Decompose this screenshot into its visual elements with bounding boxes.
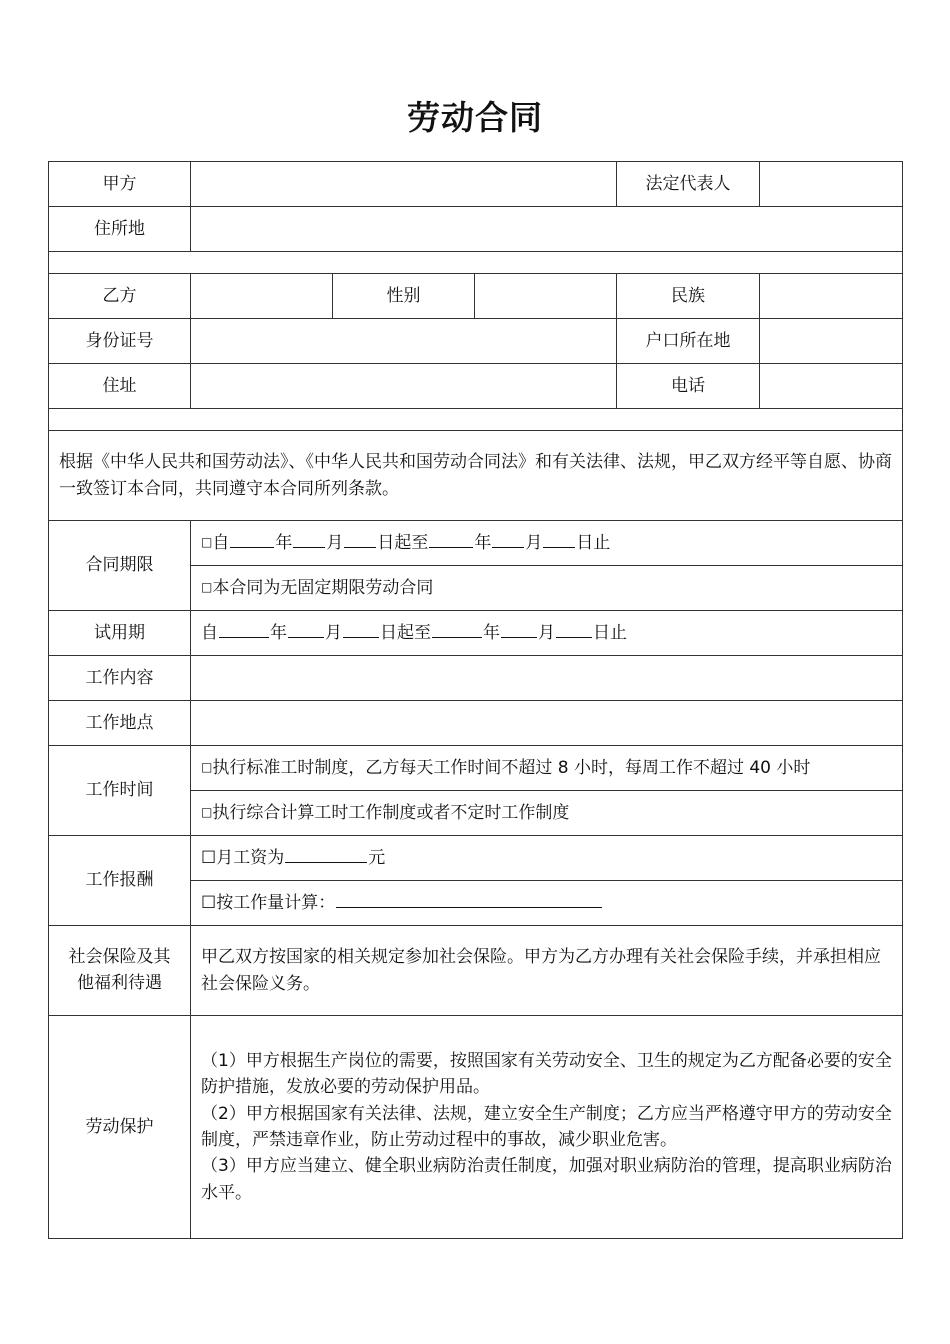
term-fixed-option[interactable]	[191, 521, 903, 566]
checkbox-icon[interactable]: ☐	[201, 892, 217, 913]
monthly-pay-text: 月工资为	[216, 847, 285, 868]
legal-rep-field[interactable]	[760, 162, 903, 207]
legal-rep-label: 法定代表人	[617, 162, 760, 207]
row-insurance	[49, 926, 903, 1016]
row-job-location	[49, 701, 903, 746]
month-text: 月	[538, 622, 555, 643]
insurance-label-line2: 他福利待遇	[77, 972, 162, 993]
hours-standard-text: 执行标准工时制度，乙方每天工作时间不超过 8 小时，每周工作不超过 40 小时	[212, 757, 811, 778]
protection-label: 劳动保护	[49, 1016, 191, 1239]
spacer-row-2	[49, 409, 903, 431]
id-number-field[interactable]	[191, 319, 617, 364]
gender-field[interactable]	[475, 274, 617, 319]
spacer-cell	[49, 252, 903, 274]
probation-from-text: 自	[201, 622, 218, 643]
protection-clause-1: （1）甲方根据生产岗位的需要，按照国家有关劳动安全、卫生的规定为乙方配备必要的安全防护措施，发放必要的劳动保护用品。	[201, 1050, 892, 1098]
day-to-text: 日起至	[377, 532, 429, 553]
month-text: 月	[326, 532, 344, 553]
row-protection	[49, 1016, 903, 1239]
pay-monthly-option[interactable]	[191, 836, 903, 881]
blank-month[interactable]	[501, 623, 537, 638]
work-hours-label: 工作时间	[49, 746, 191, 836]
blank-piece-calc[interactable]	[336, 893, 602, 908]
preamble-text: 根据《中华人民共和国劳动法》、《中华人民共和国劳动合同法》和有关法律、法规，甲乙双方经平等自愿、协商一致签订本合同，共同遵守本合同所列条款。	[49, 431, 903, 521]
party-b-address-field[interactable]	[191, 364, 617, 409]
row-job-content	[49, 656, 903, 701]
probation-label: 试用期	[49, 611, 191, 656]
row-preamble	[49, 431, 903, 521]
id-number-label: 身份证号	[49, 319, 191, 364]
contract-form-table	[48, 161, 903, 1239]
hukou-field[interactable]	[760, 319, 903, 364]
blank-day[interactable]	[543, 533, 575, 548]
insurance-text: 甲乙双方按国家的相关规定参加社会保险。甲方为乙方办理有关社会保险手续，并承担相应社会保险义务。	[191, 926, 903, 1016]
job-location-field[interactable]	[191, 701, 903, 746]
row-party-a-address	[49, 207, 903, 252]
spacer-row-1	[49, 252, 903, 274]
hukou-label: 户口所在地	[617, 319, 760, 364]
blank-year[interactable]	[219, 623, 269, 638]
hours-flexible-option[interactable]	[191, 791, 903, 836]
year-text: 年	[474, 532, 492, 553]
phone-label: 电话	[617, 364, 760, 409]
day-end-text: 日止	[576, 532, 611, 553]
term-open-option[interactable]	[191, 566, 903, 611]
row-pay-monthly	[49, 836, 903, 881]
spacer-cell	[49, 409, 903, 431]
party-b-address-label: 住址	[49, 364, 191, 409]
hours-flexible-text: 执行综合计算工时工作制度或者不定时工作制度	[212, 802, 570, 823]
blank-year[interactable]	[230, 533, 274, 548]
blank-day[interactable]	[556, 623, 592, 638]
blank-year[interactable]	[432, 623, 482, 638]
protection-text	[191, 1016, 903, 1239]
row-probation	[49, 611, 903, 656]
party-a-address-field[interactable]	[191, 207, 903, 252]
blank-monthly-amount[interactable]	[285, 848, 367, 863]
term-from-text: 自	[212, 532, 230, 553]
month-text: 月	[325, 622, 342, 643]
job-content-label: 工作内容	[49, 656, 191, 701]
row-party-b	[49, 274, 903, 319]
protection-clause-2: （2）甲方根据国家有关法律、法规，建立安全生产制度；乙方应当严格遵守甲方的劳动安全制度，严禁违章作业，防止劳动过程中的事故，减少职业危害。	[201, 1103, 892, 1150]
party-b-field[interactable]	[191, 274, 333, 319]
gender-label: 性别	[333, 274, 475, 319]
hours-standard-option[interactable]	[191, 746, 903, 791]
party-a-address-label: 住所地	[49, 207, 191, 252]
blank-day[interactable]	[343, 623, 379, 638]
blank-month[interactable]	[492, 533, 524, 548]
pay-label: 工作报酬	[49, 836, 191, 926]
row-term-fixed	[49, 521, 903, 566]
blank-year[interactable]	[429, 533, 473, 548]
day-to-text: 日起至	[380, 622, 431, 643]
month-text: 月	[525, 532, 543, 553]
phone-field[interactable]	[760, 364, 903, 409]
party-a-label: 甲方	[49, 162, 191, 207]
probation-field	[191, 611, 903, 656]
monthly-unit-text: 元	[368, 847, 386, 868]
checkbox-icon[interactable]: □	[201, 534, 213, 549]
checkbox-icon[interactable]: □	[201, 579, 213, 594]
blank-day[interactable]	[344, 533, 376, 548]
checkbox-icon[interactable]: ☐	[201, 847, 217, 868]
blank-month[interactable]	[288, 623, 324, 638]
job-location-label: 工作地点	[49, 701, 191, 746]
open-ended-text: 本合同为无固定期限劳动合同	[212, 577, 434, 598]
checkbox-icon[interactable]: □	[201, 804, 213, 819]
row-id	[49, 319, 903, 364]
document-title: 劳动合同	[407, 98, 543, 137]
contract-term-label: 合同期限	[49, 521, 191, 611]
insurance-label-line1: 社会保险及其	[68, 947, 171, 967]
row-hours-standard	[49, 746, 903, 791]
job-content-field[interactable]	[191, 656, 903, 701]
row-party-a	[49, 162, 903, 207]
year-text: 年	[275, 532, 293, 553]
year-text: 年	[270, 622, 287, 643]
row-address	[49, 364, 903, 409]
ethnicity-label: 民族	[617, 274, 760, 319]
blank-month[interactable]	[293, 533, 325, 548]
day-end-text: 日止	[593, 622, 627, 643]
party-a-field[interactable]	[191, 162, 617, 207]
protection-clause-3: （3）甲方应当建立、健全职业病防治责任制度，加强对职业病防治的管理，提高职业病防治水平。	[201, 1156, 892, 1203]
ethnicity-field[interactable]	[760, 274, 903, 319]
party-b-label: 乙方	[49, 274, 191, 319]
piece-pay-text: 按工作量计算：	[216, 892, 336, 913]
year-text: 年	[483, 622, 500, 643]
checkbox-icon[interactable]: □	[201, 759, 213, 774]
insurance-label	[49, 926, 191, 1016]
pay-piece-option[interactable]	[191, 881, 903, 926]
